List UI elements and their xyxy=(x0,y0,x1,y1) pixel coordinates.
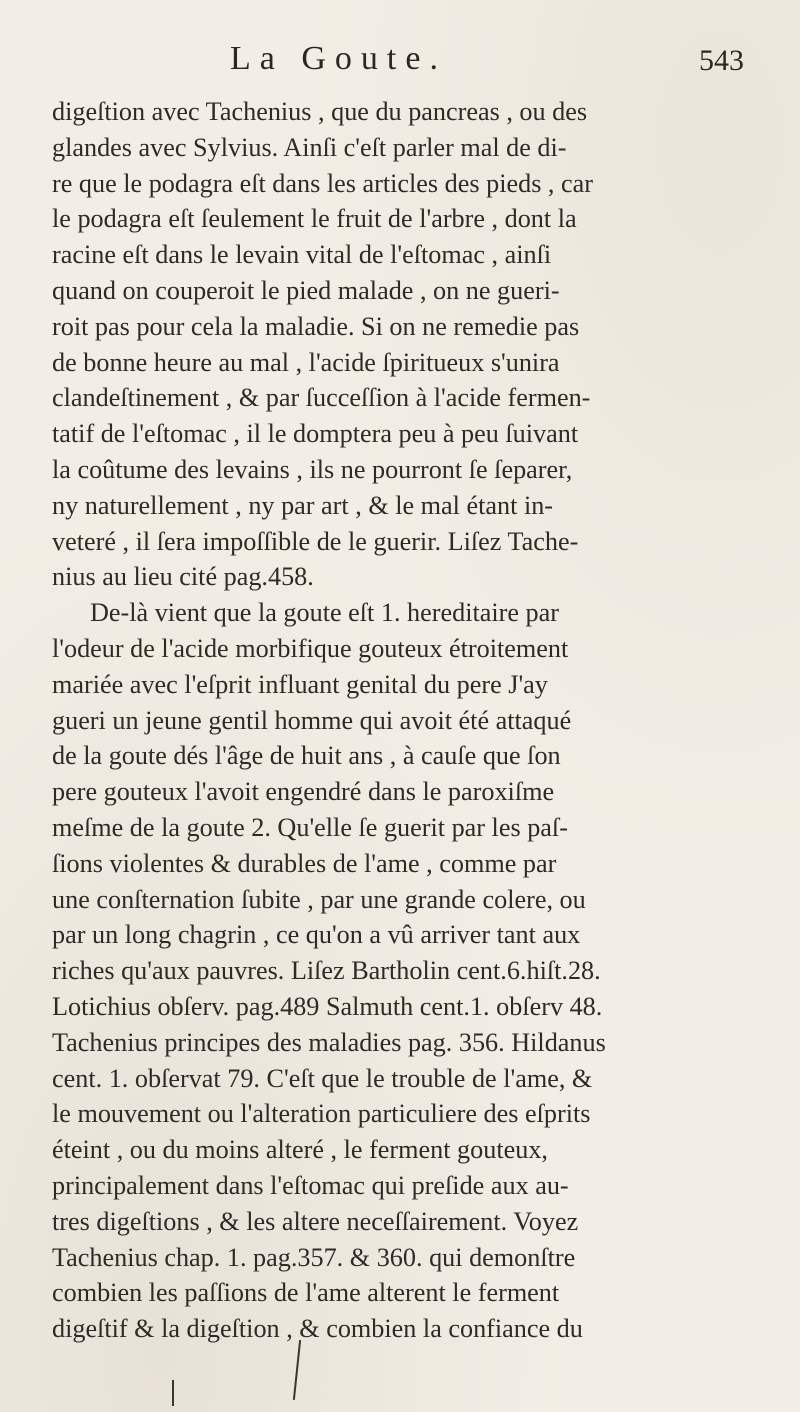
text-line: racine eſt dans le levain vital de l'eſtomac , ainſi xyxy=(52,240,552,270)
text-line: le podagra eſt ſeulement le fruit de l'arbre , dont la xyxy=(52,204,577,234)
text-line: tres digeſtions , & les altere neceſſairement. Voyez xyxy=(52,1206,579,1236)
text-line: l'odeur de l'acide morbifique gouteux étroitement xyxy=(52,633,569,663)
text-line: cent. 1. obſervat 79. C'eſt que le trouble de l'ame, & xyxy=(52,1063,593,1093)
text-line: clandeſtinement , & par ſucceſſion à l'acide fermen- xyxy=(52,383,591,413)
text-line: nius au lieu cité pag.458. xyxy=(52,562,314,592)
body-text xyxy=(52,94,772,1347)
text-line: éteint , ou du moins alteré , le ferment gouteux, xyxy=(52,1135,548,1165)
text-line: ſions violentes & durables de l'ame , comme par xyxy=(52,848,557,878)
ink-stroke xyxy=(172,1380,174,1406)
text-line: ny naturellement , ny par art , & le mal étant in- xyxy=(52,490,554,520)
text-line: roit pas pour cela la maladie. Si on ne remedie pas xyxy=(52,311,580,341)
text-line: combien les paſſions de l'ame alterent le ferment xyxy=(52,1278,560,1308)
text-line: une conſternation ſubite , par une grande colere, ou xyxy=(52,884,586,914)
text-line: Tachenius chap. 1. pag.357. & 360. qui demonſtre xyxy=(52,1242,576,1272)
text-line: mariée avec l'eſprit influant genital du pere J'ay xyxy=(52,669,548,699)
text-line: digeſtif & la digeſtion , & combien la confiance du xyxy=(52,1314,583,1344)
text-line: digeſtion avec Tachenius , que du pancreas , ou des xyxy=(52,97,588,126)
text-line: quand on couperoit le pied malade , on ne gueri- xyxy=(52,275,560,305)
ink-stroke xyxy=(293,1340,301,1400)
text-line: de bonne heure au mal , l'acide ſpiritueux s'unira xyxy=(52,347,560,377)
text-line: pere gouteux l'avoit engendré dans le paroxiſme xyxy=(52,777,555,807)
text-line: gueri un jeune gentil homme qui avoit été attaqué xyxy=(52,705,572,735)
page-number: 543 xyxy=(699,44,744,77)
running-title: La Goute. xyxy=(230,40,447,77)
text-line: par un long chagrin , ce qu'on a vû arriver tant aux xyxy=(52,920,581,950)
text-line: riches qu'aux pauvres. Liſez Bartholin cent.6.hiſt.28. xyxy=(52,956,601,986)
page-header xyxy=(0,40,800,100)
bleed-through-marks xyxy=(0,1322,800,1412)
text-line: meſme de la goute 2. Qu'elle ſe guerit par les paſ- xyxy=(52,812,568,842)
text-line: principalement dans l'eſtomac qui preſide aux au- xyxy=(52,1170,569,1200)
text-line: Tachenius principes des maladies pag. 356. Hildanus xyxy=(52,1027,606,1057)
text-line: le mouvement ou l'alteration particuliere des eſprits xyxy=(52,1099,591,1129)
text-line: tatif de l'eſtomac , il le domptera peu à peu ſuivant xyxy=(52,419,579,449)
text-line: re que le podagra eſt dans les articles des pieds , car xyxy=(52,168,593,198)
text-line: Lotichius obſerv. pag.489 Salmuth cent.1. obſerv 48. xyxy=(52,991,603,1021)
text-line: veteré , il ſera impoſſible de le guerir. Liſez Tache- xyxy=(52,526,579,556)
text-line: De-là vient que la goute eſt 1. hereditaire par xyxy=(90,598,559,628)
text-line: glandes avec Sylvius. Ainſi c'eſt parler mal de di- xyxy=(52,132,567,162)
text-line: la coûtume des levains , ils ne pourront ſe ſeparer, xyxy=(52,454,573,484)
text-line: de la goute dés l'âge de huit ans , à cauſe que ſon xyxy=(52,741,561,771)
